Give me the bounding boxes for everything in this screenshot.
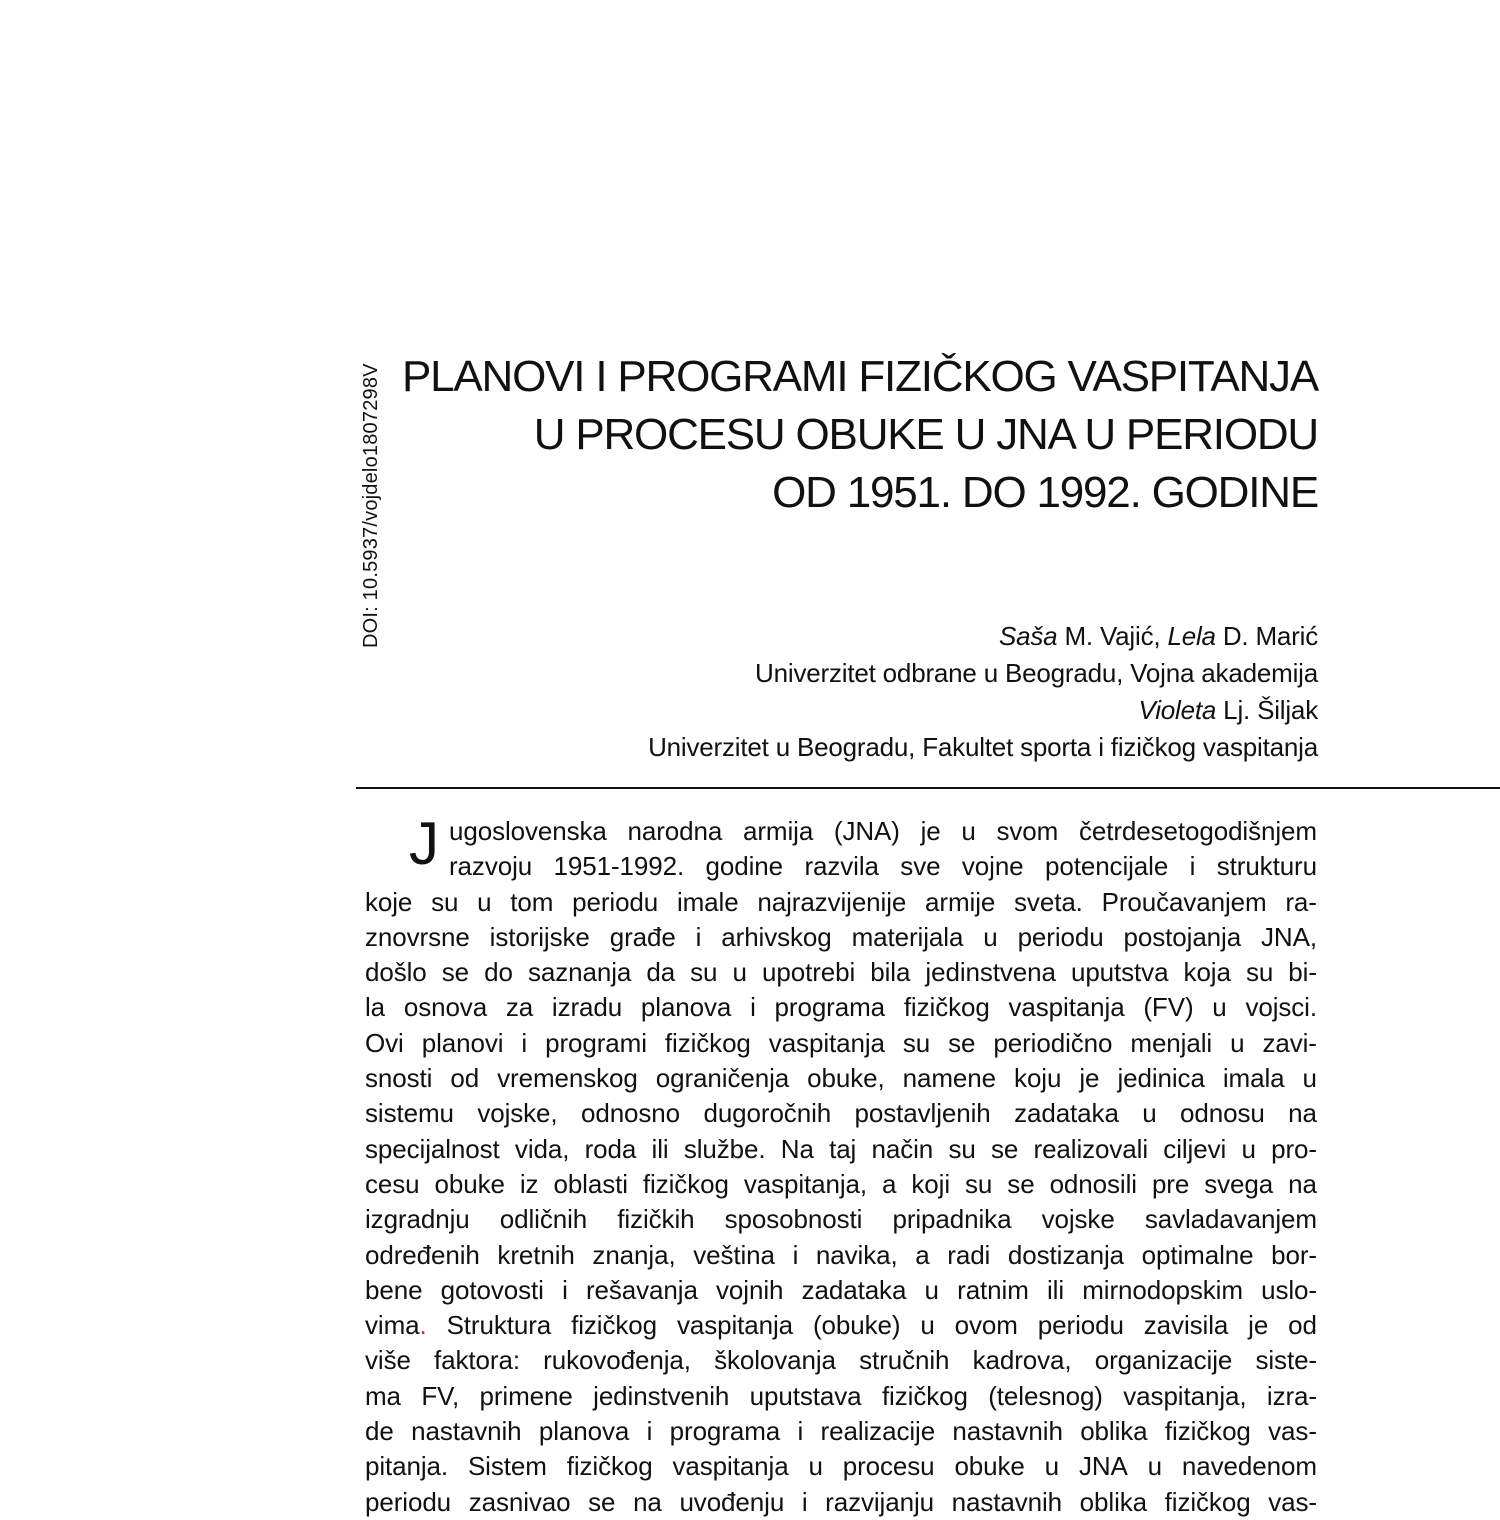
title-line: PLANOVI I PROGRAMI FIZIČKOG VASPITANJA [401,352,1318,401]
drop-cap: J [409,810,439,877]
abstract-line: određenih kretnih znanja, veština i navika, a radi dostizanja optimalne bor- [365,1239,1317,1270]
abstract-line: izgradnju odličnih fizičkih sposobnosti pripadnika vojske savladavanjem [365,1204,1317,1235]
article-title [380,348,1318,522]
abstract-line: bene gotovosti i rešavanja vojnih zadataka u ratnim ili mirnodopskim uslo- [365,1274,1317,1305]
author-surname: D. Marić [1215,621,1318,651]
author-first-name: Lela [1167,621,1216,651]
abstract-line: cesu obuke iz oblasti fizičkog vaspitanja, a koji su se odnosili pre svega na [365,1168,1317,1199]
abstract-line: više faktora: rukovođenja, školovanja stručnih kadrova, organizacije siste- [365,1345,1317,1376]
abstract-line: koje su u tom periodu imale najrazvijenije armije sveta. Proučavanjem ra- [365,886,1317,917]
abstract-line: specijalnost vida, roda ili službe. Na taj način su se realizovali ciljevi u pro- [365,1133,1317,1164]
doi-label: DOI: 10.5937/vojdelo1807298V [360,363,382,648]
abstract-line: snosti od vremenskog ograničenja obuke, namene koju je jedinica imala u [365,1063,1317,1094]
abstract-line: sistemu vojske, odnosno dugoročnih postavljenih zadataka u odnosu na [365,1098,1317,1129]
author-surname: Lj. Šiljak [1216,695,1318,725]
horizontal-divider [356,787,1500,789]
affiliation: Univerzitet odbrane u Beogradu, Vojna akademija [755,658,1318,688]
title-line: OD 1951. DO 1992. GODINE [772,468,1318,517]
abstract-line: došlo se do saznanja da su u upotrebi bila jedinstvena uputstva koja su bi- [365,957,1317,988]
abstract-line: de nastavnih planova i programa i realizacije nastavnih oblika fizičkog vas- [365,1416,1317,1447]
abstract-line: znovrsne istorijske građe i arhivskog materijala u periodu postojanja JNA, [365,921,1317,952]
abstract-line: vima. Struktura fizičkog vaspitanja (obuke) u ovom periodu zavisila je od [365,1310,1317,1341]
abstract-body [365,810,1317,1520]
author-surname: M. Vajić, [1057,621,1168,651]
abstract-line: la osnova za izradu planova i programa fizičkog vaspitanja (FV) u vojsci. [365,992,1317,1023]
abstract-line: periodu zasnivao se na uvođenju i razvijanju nastavnih oblika fizičkog vas- [365,1486,1317,1517]
title-line: U PROCESU OBUKE U JNA U PERIODU [533,410,1318,459]
abstract-line: ma FV, primene jedinstvenih uputstava fizičkog (telesnog) vaspitanja, izra- [365,1380,1317,1411]
authors-block [380,618,1318,766]
author-first-name: Violeta [1138,695,1217,725]
abstract-line: razvoju 1951-1992. godine razvila sve vojne potencijale i strukturu [449,851,1317,882]
abstract-line: ugoslovenska narodna armija (JNA) je u svom četrdesetogodišnjem [449,816,1317,846]
abstract-line: pitanja. Sistem fizičkog vaspitanja u procesu obuke u JNA u navedenom [365,1451,1317,1482]
abstract-line: Ovi planovi i programi fizičkog vaspitanja su se periodično menjali u zavi- [365,1027,1317,1058]
affiliation: Univerzitet u Beogradu, Fakultet sporta i fizičkog vaspitanja [648,732,1318,762]
authors-line-2 [380,692,1318,729]
author-first-name: Saša [998,621,1058,651]
authors-line-1 [380,618,1318,655]
